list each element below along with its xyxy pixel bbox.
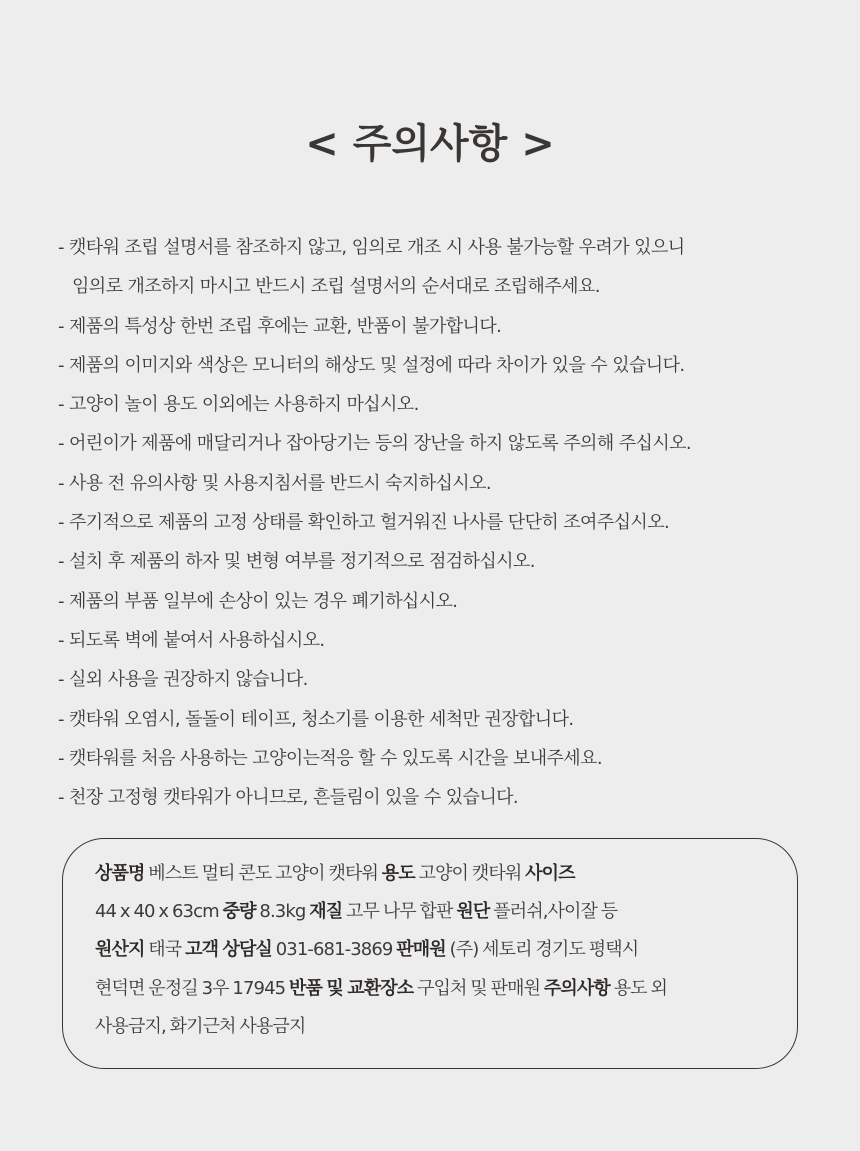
product-info-text (95, 855, 785, 1046)
notice-item: - 실외 사용을 권장하지 않습니다. (58, 669, 308, 691)
size-value: 44 x 40 x 63cm (95, 901, 219, 923)
caution-label: 주의사항 (543, 977, 610, 999)
info-line-2 (95, 893, 785, 931)
fabric-value: 플러쉬,사이잘 등 (493, 901, 618, 923)
material-label: 재질 (309, 901, 343, 923)
caution-value-continued: 사용금지, 화기근처 사용금지 (95, 1015, 306, 1037)
seller-label: 판매원 (396, 939, 446, 961)
notice-item: - 사용 전 유의사항 및 사용지침서를 반드시 숙지하십시오. (58, 472, 491, 494)
product-name-value: 베스트 멀티 콘도 고양이 캣타워 (148, 863, 378, 884)
seller-address: 현덕면 운정길 3우 17945 (95, 977, 286, 999)
weight-label: 중량 (222, 901, 256, 923)
notice-item (58, 228, 838, 307)
caution-value: 용도 외 (613, 977, 667, 999)
info-line-5 (95, 1008, 785, 1046)
notice-text: - 캣타워 조립 설명서를 참조하지 않고, 임의로 개조 시 사용 불가능할 우려가 있으니 (58, 237, 685, 258)
weight-value: 8.3kg (259, 901, 306, 923)
usage-label: 용도 (381, 863, 415, 884)
product-name-label: 상품명 (95, 863, 145, 884)
size-label: 사이즈 (525, 863, 575, 884)
origin-value: 태국 (148, 939, 182, 961)
cs-label: 고객 상담실 (185, 939, 272, 961)
material-value: 고무 나무 합판 (346, 901, 453, 923)
cs-phone: 031-681-3869 (275, 939, 393, 961)
return-label: 반품 및 교환장소 (289, 977, 414, 999)
origin-label: 원산지 (95, 939, 145, 961)
seller-value: (주) 세토리 경기도 평택시 (449, 939, 639, 961)
info-line-1 (95, 855, 785, 893)
notice-text-continuation: 임의로 개조하지 마시고 반드시 조립 설명서의 순서대로 조립해주세요. (72, 276, 600, 298)
notice-item: - 주기적으로 제품의 고정 상태를 확인하고 헐거워진 나사를 단단히 조여주십시오. (58, 512, 670, 534)
notice-item: - 제품의 이미지와 색상은 모니터의 해상도 및 설정에 따라 차이가 있을 수 있습니다. (58, 354, 685, 376)
notice-item: - 천장 고정형 캣타워가 아니므로, 흔들림이 있을 수 있습니다. (58, 787, 519, 809)
notice-item: - 어린이가 제품에 매달리거나 잡아당기는 등의 장난을 하지 않도록 주의해 주십시오. (58, 433, 692, 455)
info-line-3 (95, 931, 785, 969)
notice-list (58, 228, 838, 817)
page-title: < 주의사항 > (305, 121, 555, 167)
notice-item: - 캣타워를 처음 사용하는 고양이는적응 할 수 있도록 시간을 보내주세요. (58, 747, 602, 769)
notice-item: - 제품의 특성상 한번 조립 후에는 교환, 반품이 불가합니다. (58, 315, 502, 337)
notice-item: - 설치 후 제품의 하자 및 변형 여부를 정기적으로 점검하십시오. (58, 551, 535, 573)
notice-item: - 고양이 놀이 용도 이외에는 사용하지 마십시오. (58, 394, 419, 416)
info-line-4 (95, 970, 785, 1008)
notice-item: - 되도록 벽에 붙여서 사용하십시오. (58, 629, 325, 651)
notice-item: - 제품의 부품 일부에 손상이 있는 경우 폐기하십시오. (58, 590, 458, 612)
usage-value: 고양이 캣타워 (418, 863, 522, 884)
fabric-label: 원단 (456, 901, 490, 923)
notice-item: - 캣타워 오염시, 돌돌이 테이프, 청소기를 이용한 세척만 권장합니다. (58, 708, 574, 730)
return-value: 구입처 및 판매원 (417, 977, 541, 999)
